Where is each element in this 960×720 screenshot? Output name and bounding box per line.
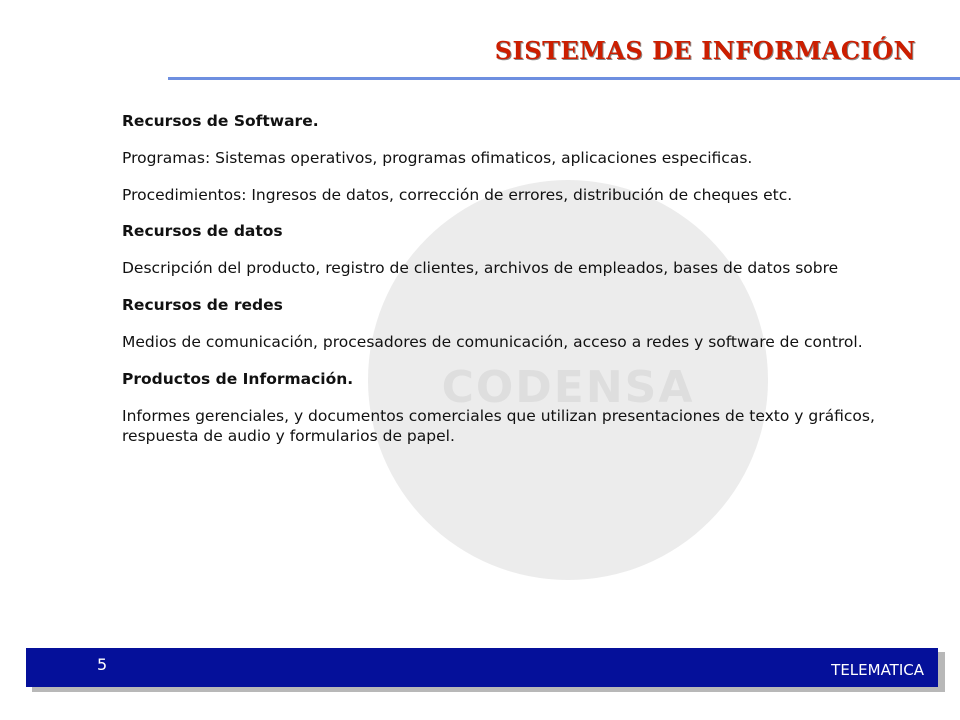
footer-label: TELEMATICA <box>831 661 924 679</box>
software-procedures-text: Procedimientos: Ingresos de datos, corrección de errores, distribución de cheques etc. <box>122 186 793 204</box>
slide-content <box>122 111 922 446</box>
networks-heading: Recursos de redes <box>122 296 283 314</box>
networks-text: Medios de comunicación, procesadores de comunicación, acceso a redes y software de control. <box>122 333 863 351</box>
slide-title: SISTEMAS DE INFORMACIÓN <box>494 36 916 65</box>
products-text: Informes gerenciales, y documentos comerciales que utilizan presentaciones de texto y gráficos, respuesta de audio y formularios de papel. <box>122 407 875 445</box>
data-heading: Recursos de datos <box>122 222 283 240</box>
footer-bar <box>26 648 938 687</box>
products-heading: Productos de Información. <box>122 370 354 388</box>
software-heading: Recursos de Software. <box>122 112 319 130</box>
watermark-text: CODENSA <box>441 362 695 413</box>
software-programs-text: Programas: Sistemas operativos, programas ofimaticos, aplicaciones especificas. <box>122 149 753 167</box>
title-underline <box>168 77 960 80</box>
data-text: Descripción del producto, registro de clientes, archivos de empleados, bases de datos sobre <box>122 259 839 277</box>
page-number: 5 <box>97 655 108 674</box>
